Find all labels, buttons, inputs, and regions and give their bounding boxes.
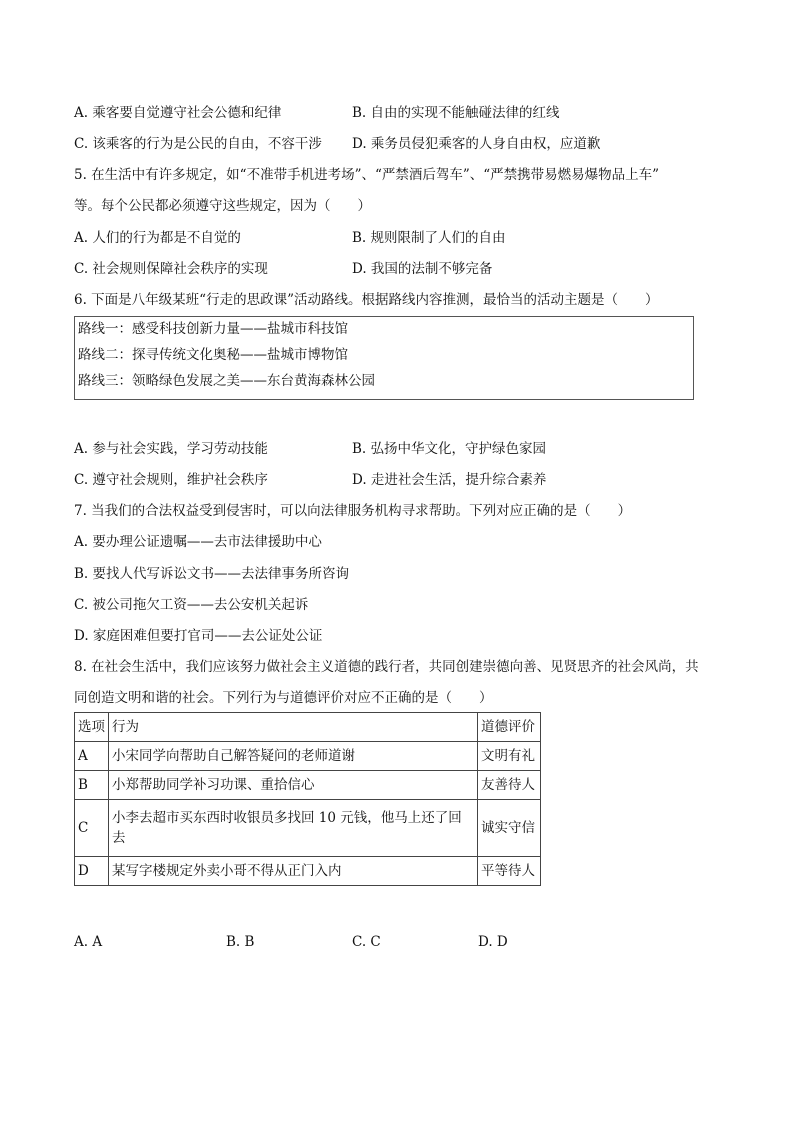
q5-stem-line1: 5. 在生活中有许多规定，如“不准带手机进考场”、“严禁酒后驾车”、“严禁携带易燃易爆物品上车” <box>74 167 660 183</box>
table-cell-option: A <box>75 742 109 771</box>
q5-option-d: D. 我国的法制不够完备 <box>352 261 493 277</box>
q5-stem-line2: 等。每个公民都必须遵守这些规定，因为（ ） <box>74 198 371 214</box>
q6-route-box <box>74 316 694 400</box>
q5-option-c: C. 社会规则保障社会秩序的实现 <box>74 261 268 277</box>
table-row <box>75 857 541 886</box>
q8-option-c: C. C <box>352 934 381 950</box>
table-row <box>75 771 541 800</box>
table-cell-behavior: 小宋同学向帮助自己解答疑问的老师道谢 <box>109 742 478 771</box>
table-cell-option: D <box>75 857 109 886</box>
q6-option-c: C. 遵守社会规则，维护社会秩序 <box>74 472 268 488</box>
q4-option-a: A. 乘客要自觉遵守社会公德和纪律 <box>74 105 282 121</box>
q4-option-c: C. 该乘客的行为是公民的自由，不容干涉 <box>74 136 322 152</box>
table-cell-option: B <box>75 771 109 800</box>
q6-option-d: D. 走进社会生活，提升综合素养 <box>352 472 547 488</box>
q7-option-a: A. 要办理公证遗嘱——去市法律援助中心 <box>74 534 322 550</box>
table-cell-evaluation: 诚实守信 <box>478 800 541 857</box>
q7-option-c: C. 被公司拖欠工资——去公安机关起诉 <box>74 597 309 613</box>
table-row <box>75 742 541 771</box>
table-header-behavior: 行为 <box>109 713 478 742</box>
q4-option-b: B. 自由的实现不能触碰法律的红线 <box>352 105 560 121</box>
q6-route-1: 路线一：感受科技创新力量——盐城市科技馆 <box>78 321 348 337</box>
q7-stem: 7. 当我们的合法权益受到侵害时，可以向法律服务机构寻求帮助。下列对应正确的是（ ） <box>74 503 632 519</box>
table-header-evaluation: 道德评价 <box>478 713 541 742</box>
q8-evaluation-table <box>74 712 541 886</box>
table-row <box>75 800 541 857</box>
table-cell-behavior: 小郑帮助同学补习功课、重拾信心 <box>109 771 478 800</box>
q8-option-b: B. B <box>226 934 255 950</box>
table-cell-evaluation: 友善待人 <box>478 771 541 800</box>
q6-stem: 6. 下面是八年级某班“行走的思政课”活动路线。根据路线内容推测，最恰当的活动主题是（ ） <box>74 292 659 308</box>
q8-option-a: A. A <box>74 934 103 950</box>
table-cell-evaluation: 文明有礼 <box>478 742 541 771</box>
q5-option-a: A. 人们的行为都是不自觉的 <box>74 230 241 246</box>
table-cell-option: C <box>75 800 109 857</box>
table-cell-behavior: 小李去超市买东西时收银员多找回 10 元钱，他马上还了回去 <box>109 800 478 857</box>
q7-option-d: D. 家庭困难但要打官司——去公证处公证 <box>74 628 323 644</box>
table-cell-evaluation: 平等待人 <box>478 857 541 886</box>
q5-option-b: B. 规则限制了人们的自由 <box>352 230 506 246</box>
q6-option-b: B. 弘扬中华文化，守护绿色家园 <box>352 441 547 457</box>
table-cell-behavior: 某写字楼规定外卖小哥不得从正门入内 <box>109 857 478 886</box>
q6-option-a: A. 参与社会实践，学习劳动技能 <box>74 441 268 457</box>
q8-option-d: D. D <box>478 934 508 950</box>
q6-route-2: 路线二：探寻传统文化奥秘——盐城市博物馆 <box>78 347 348 363</box>
q8-stem-line1: 8. 在社会生活中，我们应该努力做社会主义道德的践行者，共同创建崇德向善、见贤思齐的社会风尚，共 <box>74 659 699 675</box>
q6-route-3: 路线三：领略绿色发展之美——东台黄海森林公园 <box>78 373 375 389</box>
q8-stem-line2: 同创造文明和谐的社会。下列行为与道德评价对应不正确的是（ ） <box>74 690 493 706</box>
table-header-row <box>75 713 541 742</box>
table-header-option: 选项 <box>75 713 109 742</box>
q7-option-b: B. 要找人代写诉讼文书——去法律事务所咨询 <box>74 566 350 582</box>
q4-option-d: D. 乘务员侵犯乘客的人身自由权，应道歉 <box>352 136 601 152</box>
